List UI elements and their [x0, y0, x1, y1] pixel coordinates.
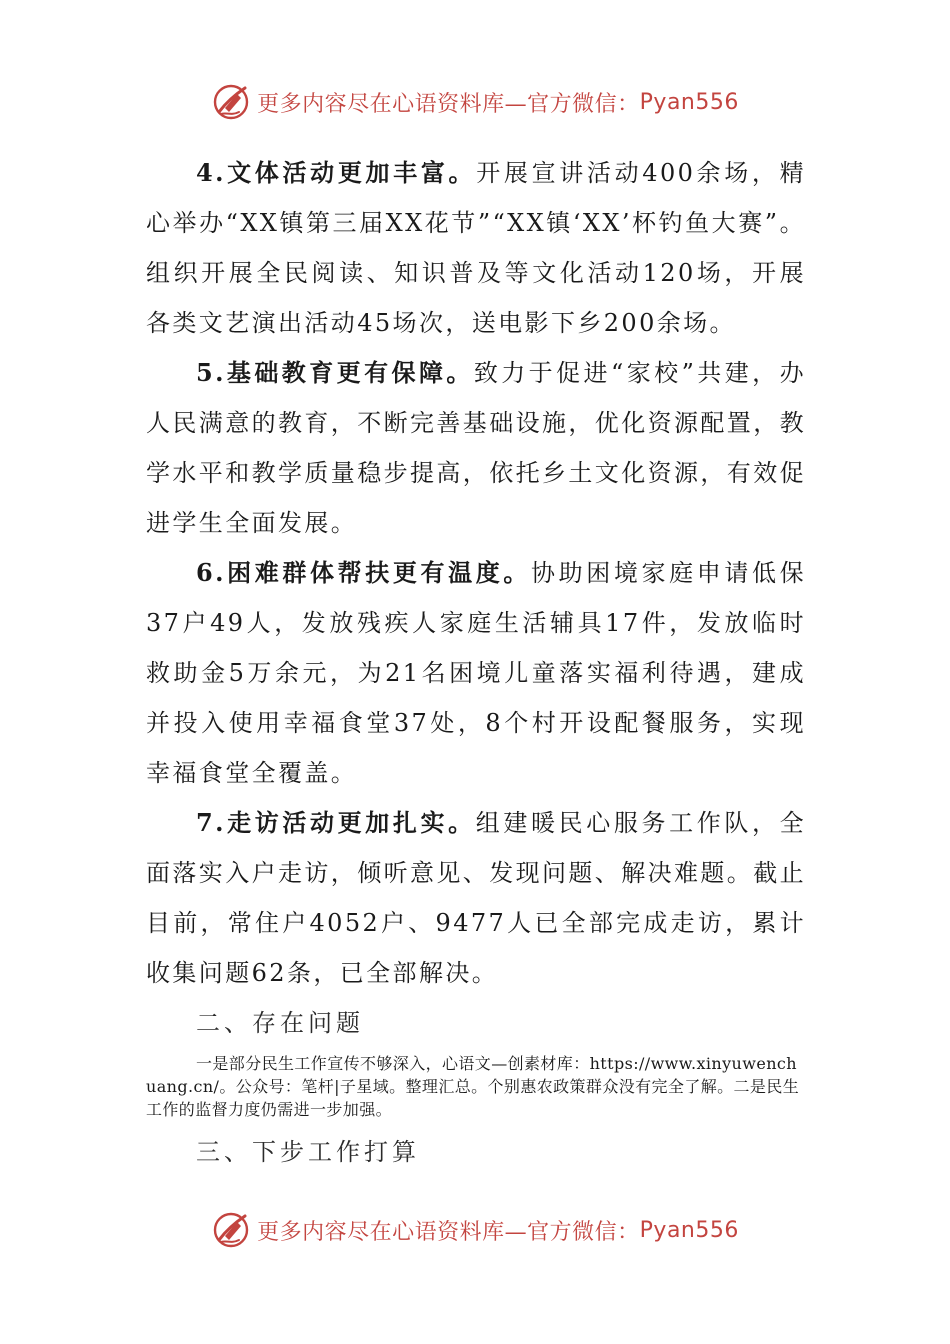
watermark-banner-top	[0, 80, 950, 124]
section-heading-next-steps: 三、下步工作打算	[196, 1138, 420, 1166]
watermark-banner-bottom	[0, 1208, 950, 1252]
paragraph-body: 开展宣讲活动400余场，精心举办“XX镇第三届XX花节”“XX镇‘XX’杯钓鱼大赛”。组织开展全民阅读、知识普及等文化活动120场，开展各类文艺演出活动45场次，送电影下乡200余场。	[146, 159, 806, 337]
section-text-problems: 一是部分民生工作宣传不够深入，心语文—创素材库：https://www.xinyuwenchuang.cn/。公众号：笔杆|子星域。整理汇总。个别惠农政策群众没有完全了解。二是民生工作的监督力度仍需进一步加强。	[146, 1054, 800, 1119]
paragraph-lead: 7.走访活动更加扎实。	[196, 808, 476, 837]
paragraph-body: 组建暖民心服务工作队，全面落实入户走访，倾听意见、发现问题、解决难题。截止目前，常住户4052户、9477人已全部完成走访，累计收集问题62条，已全部解决。	[146, 809, 806, 987]
paragraph-lead: 4.文体活动更加丰富。	[196, 158, 477, 187]
paragraph-assistance	[146, 548, 806, 798]
paragraph-culture-sports	[146, 148, 806, 348]
paragraph-visits	[146, 798, 806, 998]
watermark-wechat-id: Pyan556	[639, 89, 739, 115]
watermark-wechat-id: Pyan556	[639, 1217, 739, 1243]
paragraph-education	[146, 348, 806, 548]
section-heading-problems: 二、存在问题	[196, 1009, 364, 1037]
pen-logo-icon	[211, 1210, 251, 1250]
paragraph-lead: 5.基础教育更有保障。	[196, 358, 474, 387]
paragraph-body: 协助困境家庭申请低保37户49人，发放残疾人家庭生活辅具17件，发放临时救助金5万余元，为21名困境儿童落实福利待遇，建成并投入使用幸福食堂37处，8个村开设配餐服务，实现幸福食堂全覆盖。	[146, 559, 806, 787]
watermark-text: 更多内容尽在心语资料库—官方微信：	[257, 91, 640, 117]
paragraph-body: 致力于促进“家校”共建，办人民满意的教育，不断完善基础设施，优化资源配置，教学水平和教学质量稳步提高，依托乡土文化资源，有效促进学生全面发展。	[146, 359, 806, 537]
paragraph-lead: 6.困难群体帮扶更有温度。	[196, 558, 531, 587]
watermark-text: 更多内容尽在心语资料库—官方微信：	[257, 1219, 640, 1245]
pen-logo-icon	[211, 82, 251, 122]
document-body	[146, 148, 806, 1177]
